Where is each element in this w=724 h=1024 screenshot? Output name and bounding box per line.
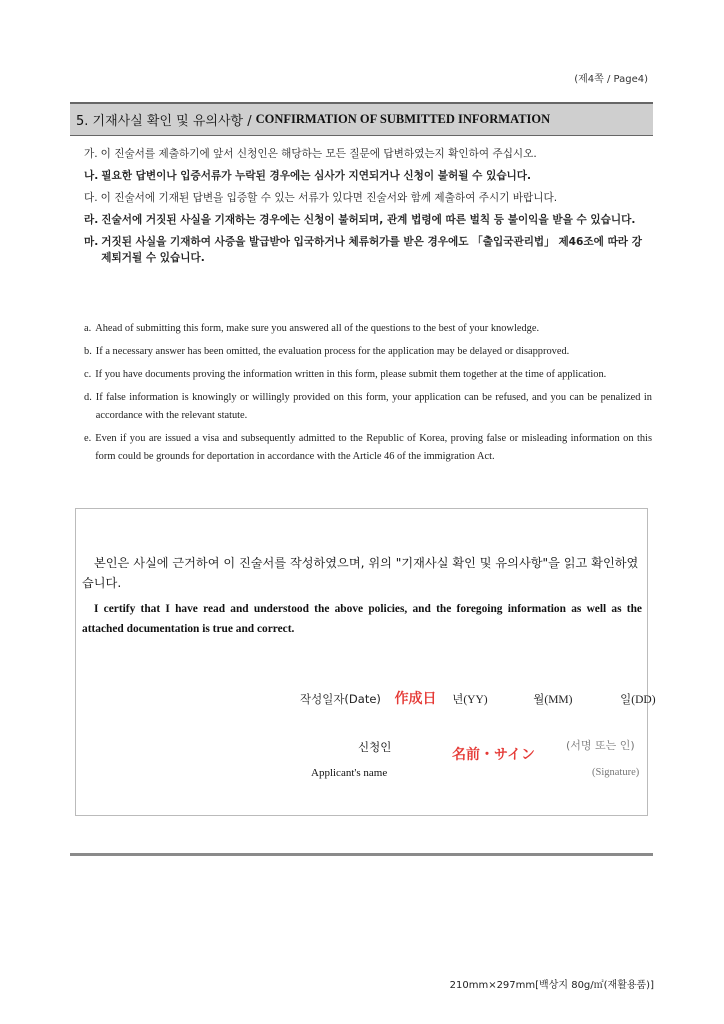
note-marker: 다. [84, 192, 98, 204]
applicant-name-field[interactable]: 名前・サイン [452, 747, 536, 763]
note-marker: e. [84, 433, 92, 444]
note-text: 이 진술서에 기재된 답변을 입증할 수 있는 서류가 있다면 진술서와 함께 제출하여 주시기 바랍니다. [100, 192, 558, 204]
korean-note-ra [84, 212, 652, 228]
signature-hint-ko: (서명 또는 인) [566, 739, 635, 752]
month-label: 월(MM) [533, 694, 573, 706]
note-marker: 가. [84, 148, 98, 160]
section-title-ko: 5. 기재사실 확인 및 유의사항 / [76, 114, 252, 129]
page-number: (제4쪽 / Page4) [574, 74, 648, 85]
korean-note-na [84, 168, 652, 184]
korean-note-ma [84, 234, 652, 266]
note-marker: c. [84, 369, 92, 380]
signature-hint-en: (Signature) [592, 767, 640, 778]
applicant-label-ko: 신청인 [358, 740, 392, 754]
note-text: 이 진술서를 제출하기에 앞서 신청인은 해당하는 모든 질문에 답변하였는지 확인하여 주십시오. [100, 148, 537, 160]
year-label: 년(YY) [452, 694, 488, 706]
english-note-a [84, 320, 652, 338]
english-note-b [84, 343, 652, 361]
applicant-label-en: Applicant's name [311, 767, 388, 779]
section-header [70, 102, 653, 136]
note-text: If a necessary answer has been omitted, the evaluation process for the application may be delayed or disapproved. [95, 346, 570, 357]
note-text: 필요한 답변이나 입증서류가 누락된 경우에는 심사가 지연되거나 신청이 불허될 수 있습니다. [101, 170, 532, 182]
certification-en: I certify that I have read and understood the above policies, and the foregoing information as well as the attached documentation is true and correct. [82, 603, 642, 635]
note-marker: a. [84, 323, 92, 334]
note-marker: 라. [84, 214, 99, 226]
date-field[interactable]: 作成日 [394, 691, 437, 707]
date-label: 작성일자(Date) [300, 692, 381, 706]
note-marker: b. [84, 346, 92, 357]
note-text: If you have documents proving the information written in this form, please submit them together at the time of application. [95, 369, 607, 380]
english-note-c [84, 366, 652, 384]
note-marker: 나. [84, 170, 99, 182]
note-text: 진술서에 거짓된 사실을 기재하는 경우에는 신청이 불허되며, 관계 법령에 따른 벌칙 등 불이익을 받을 수 있습니다. [101, 214, 636, 226]
day-label: 일(DD) [620, 694, 656, 706]
korean-note-ga [84, 146, 652, 162]
korean-note-da [84, 190, 652, 206]
korean-notes-list [84, 146, 652, 272]
note-text: 거짓된 사실을 기재하여 사증을 발급받아 입국하거나 체류허가를 받은 경우에도 「출입국관리법」 제46조에 따라 강제퇴거될 수 있습니다. [101, 236, 642, 264]
certification-ko: 본인은 사실에 근거하여 이 진술서를 작성하였으며, 위의 "기재사실 확인 및 유의사항"을 읽고 확인하였습니다. [82, 556, 639, 590]
bottom-divider [70, 853, 653, 856]
english-notes-list [84, 320, 652, 471]
date-row [300, 688, 656, 708]
english-note-d [84, 389, 652, 425]
note-marker: 마. [84, 236, 99, 248]
note-text: Even if you are issued a visa and subsequently admitted to the Republic of Korea, proving false or misleading information on this form could be grounds for deportation in accordance with the Article 46 of the immigration Act. [95, 433, 652, 462]
paper-spec-footer: 210mm×297mm[백상지 80g/㎡(재활용품)] [449, 980, 654, 991]
section-title-en: CONFIRMATION OF SUBMITTED INFORMATION [255, 112, 551, 126]
english-note-e [84, 430, 652, 466]
note-marker: d. [84, 392, 92, 403]
note-text: If false information is knowingly or willingly provided on this form, your application can be refused, and you can be penalized in accordance with the relevant statute. [95, 392, 652, 421]
note-text: Ahead of submitting this form, make sure you answered all of the questions to the best of your knowledge. [95, 323, 540, 334]
